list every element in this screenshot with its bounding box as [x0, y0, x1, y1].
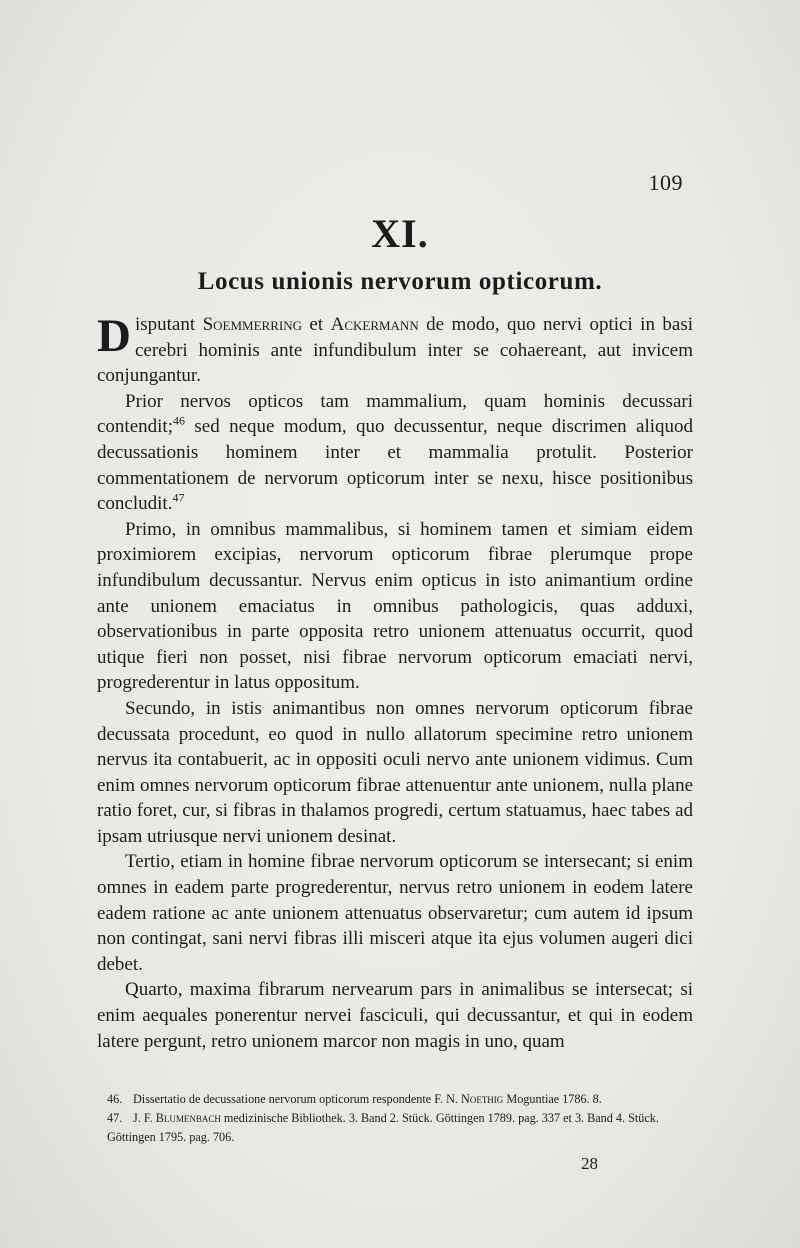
author-name-ackermann: Ackermann	[330, 314, 419, 335]
footnote-number: 47.	[107, 1111, 123, 1125]
paragraph-3: Primo, in omnibus mammalibus, si hominem tamen et simiam eidem proximiorem excipias, nervorum opticorum fibrae plerumque prope infundibulum decussantur. Nervus enim opticus in isto animantium ordine ante unionem emaciatus in omnibus pathologicis, quas adduxi, observationibus in parte opposita retro unionem attenuatus occurrit, quod utique fieri non posset, nisi fibrae nervorum opticorum emaciati nervi, progrederentur in latus oppositum.	[97, 518, 693, 694]
drop-cap: D	[97, 310, 131, 362]
footnote-ref-46[interactable]: 46	[172, 414, 185, 429]
paragraph-1: Disputant Soemmerring et Ackermann de modo, quo nervi optici in basi cerebri hominis ante infundibulum inter se cohaereant, aut invicem conjungantur.	[97, 310, 694, 387]
footnote-46: 46. Dissertatio de decussatione nervorum opticorum respondente F. N. Noethig Moguntiae 1786. 8.	[107, 1090, 693, 1109]
chapter-title: Locus unionis nervorum opticorum.	[197, 268, 603, 295]
paragraph-2: Prior nervos opticos tam mammalium, quam hominis decussari contendit;$^{46}$ sed neque modum, quo decussentur, neque discrimen aliquod decussationis hominem inter et mammalia protulit. Posterior commentationem de nervorum opticorum inter se nexu, hisce positionibus concludit.$^{47}$	[97, 390, 693, 515]
footnote-author-name: Blumenbach	[155, 1111, 221, 1125]
paragraph-6: Quarto, maxima fibrarum nervearum pars in animalibus se intersecat; si enim aequales ponerentur nervei fasciculi, qui decussantur, et qui in eodem latere pergunt, retro unionem marcor non magis in uno, quam	[97, 979, 693, 1052]
footnote-47: 47. J. F. Blumenbach medizinische Bibliothek. 3. Band 2. Stück. Göttingen 1789. pag. 337 et 3. Band 4. Stück. Göttingen 1795. pag. 706.	[107, 1111, 659, 1144]
paragraph-5: Tertio, etiam in homine fibrae nervorum opticorum se intersecant; si enim omnes in eadem parte progrederentur, nervus retro unionem in eodem latere eadem ratione ac ante unionem attenuatus observaretur; cum autem id ipsum non contingat, sani nervi fibras illi misceri atque ita ejus volumen augeri dici debet.	[97, 851, 693, 975]
footnotes	[107, 1090, 693, 1147]
paragraph-4: Secundo, in istis animantibus non omnes nervorum opticorum fibrae decussata procedunt, eo quod in nullo allatorum specimine retro unionem nervus ita contabuerit, ac in oppositi oculi nervo ante unionem vidimus. Cum enim omnes nervorum opticorum fibrae attenuentur ante unionem, nulla plane ratio foret, cur, si fibras in thalamos progredi, certum statuamus, haec tabes ad ipsam utriusque nervi unionem desinat.	[97, 697, 693, 847]
footnote-author-name: Noethig	[461, 1092, 504, 1106]
body-text	[97, 312, 693, 1054]
footnote-number: 46.	[107, 1092, 123, 1106]
author-name-soemmerring: Soemmerring	[202, 314, 302, 335]
footnote-ref-47[interactable]: 47	[172, 490, 185, 505]
page-number: 109	[648, 170, 683, 195]
printer-signature-mark: 28	[581, 1154, 598, 1173]
chapter-number: XI.	[371, 211, 429, 256]
